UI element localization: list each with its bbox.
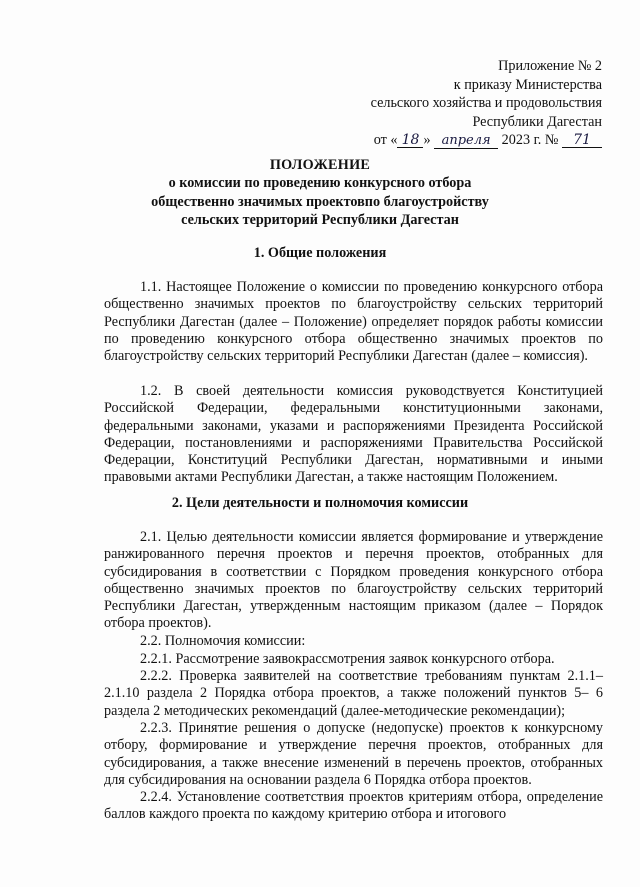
date-prefix: от « (373, 132, 398, 149)
order-date-line (330, 131, 602, 150)
document-title (0, 156, 640, 230)
paragraph-2-2-1: 2.2.1. Рассмотрение заявокрассмотрения заявок конкурсного отбора. (140, 651, 555, 667)
quote-close: » (423, 132, 431, 149)
title-main: ПОЛОЖЕНИЕ (269, 157, 371, 173)
section-1-heading: 1. Общие положения (253, 245, 387, 261)
handwritten-order-number: 71 (562, 133, 602, 148)
paragraph-1-2: 1.2. В своей деятельности комиссия руководствуется Конституцией Российской Федерации, федеральными конституционными законами, федеральными законами, указами и распоряжениями Президента Российской Федерации, постановлениями и распоряжениями Правительства Российской Федерации, Конституций Республики Дагестан, нормативными и иными правовыми актами Республики Дагестан, а также настоящим Положением. (104, 383, 603, 486)
paragraph-2-2-3: 2.2.3. Принятие решения о допуске (недопуске) проектов к конкурсному отбору, формирование и утверждение перечня проектов, отобранных для субсидирования, а также внесение изменений в перечень проектов, отобранных для субсидирования на основании раздела 6 Порядка отбора проектов. (104, 720, 603, 788)
appendix-header (330, 57, 602, 150)
handwritten-month: апреля (434, 134, 498, 149)
year-text: 2023 г. № (498, 132, 562, 149)
paragraph-2-2-4: 2.2.4. Установление соответствия проектов критериям отбора, определение баллов каждого проекта по каждому критерию отбора и итогового (104, 789, 603, 823)
title-line-2: общественно значимых проектовпо благоустройству (151, 193, 489, 210)
title-line-3: сельских территорий Республики Дагестан (181, 212, 459, 229)
section-2-heading: 2. Цели деятельности и полномочия комиссии (171, 495, 469, 511)
title-line-1: о комиссии по проведению конкурсного отбора (168, 175, 472, 192)
paragraph-2-2: 2.2. Полномочия комиссии: (140, 633, 306, 649)
appendix-line-3: сельского хозяйства и продовольствия (370, 95, 602, 112)
appendix-line-1: Приложение № 2 (498, 58, 602, 74)
paragraph-1-1: 1.1. Настоящее Положение о комиссии по проведению конкурсного отбора общественно значимых проектов по благоустройству сельских территорий Республики Дагестан (далее – Положение) определяет порядок работы комиссии по проведению конкурсного отбора общественно значимых проектов по благоустройству сельских территорий Республики Дагестан (далее – комиссия). (104, 279, 603, 365)
paragraph-2-2-2: 2.2.2. Проверка заявителей на соответствие требованиям пунктам 2.1.1–2.1.10 раздела 2 Порядка отбора проектов, а также положений пунктов 5– 6 раздела 2 методических рекомендаций (далее-методические рекомендации); (104, 668, 603, 719)
paragraph-2-1: 2.1. Целью деятельности комиссии является формирование и утверждение ранжированного перечня проектов и перечня проектов, отобранных для субсидирования в соответствии с Порядком проведения конкурсного отбора общественно значимых проектов по благоустройству сельских территорий Республики Дагестан, утвержденным настоящим приказом (далее – Порядок отбора проектов). (104, 529, 603, 632)
handwritten-day: 18 (397, 133, 423, 148)
appendix-line-4: Республики Дагестан (472, 113, 602, 130)
appendix-line-2: к приказу Министерства (453, 76, 602, 93)
